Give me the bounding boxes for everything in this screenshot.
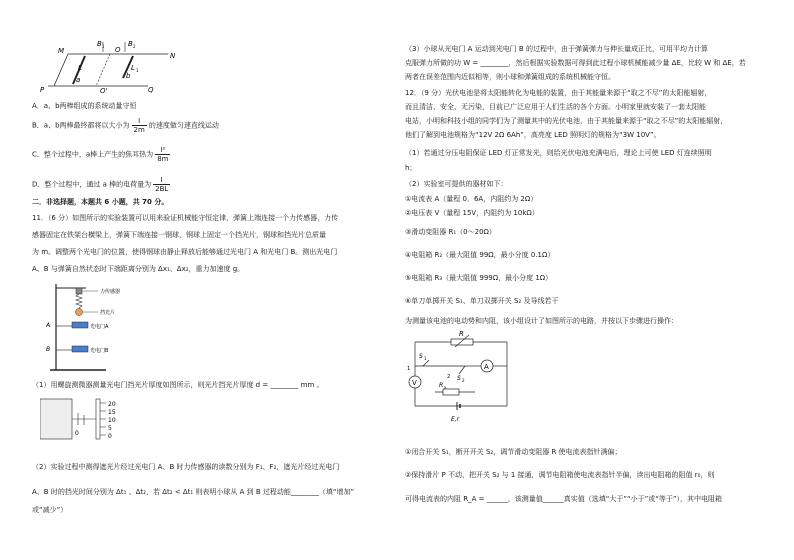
label-A: A — [46, 322, 51, 329]
scale-5: 5 — [108, 425, 112, 432]
q11-line-3: 为 m。调整两个光电门的位置，使得钢球由静止释放后能够通过光电门 A 和光电门 B。测出光电门 — [32, 248, 338, 256]
q12-part-1-line-1: （1）若通过分压电阻保证 LED 灯正常发光，则给光伏电池充满电后，理论上可使 LED 灯连续照明 — [405, 149, 712, 157]
rails-figure — [40, 38, 180, 94]
label-N: N — [170, 52, 176, 60]
option-c-den: 8m — [157, 155, 169, 163]
label-1: 1 — [407, 366, 411, 372]
option-c-num: I² — [155, 146, 170, 155]
left-column — [32, 0, 398, 560]
scale-0: 0 — [108, 433, 112, 440]
q12-part-2: （2）实验室可提供的器材如下： — [405, 180, 508, 188]
option-d-pre: D．整个过程中，通过 a 棒的电荷量为 — [32, 180, 152, 189]
label-L1-sub: 1 — [136, 68, 139, 73]
equipment-2: ②电压表 V（量程 15V，内阻约为 10kΩ） — [405, 209, 539, 217]
option-c-fraction — [155, 146, 170, 163]
option-b — [32, 117, 219, 134]
option-a: A．a、b两棒组成的系统动量守恒 — [32, 102, 137, 110]
equipment-1: ①电流表 A（量程 0．6A，内阻约为 2Ω） — [405, 195, 538, 203]
option-b-post: 的速度做匀速直线运动 — [148, 121, 219, 130]
ammeter-A: A — [484, 363, 489, 371]
right-column — [405, 0, 777, 560]
option-d-den: 2BL — [155, 185, 169, 193]
label-B2: B — [128, 40, 133, 48]
q11-line-4: A、B 与弹簧自然状态时下端距离分别为 Δx₁、Δx₂，重力加速度 g。 — [32, 265, 245, 273]
label-S1-sub: 1 — [424, 356, 427, 361]
step-1: ①闭合开关 S₁，断开开关 S₂，调节滑动变阻器 R 使电流表指针满偏； — [405, 448, 622, 456]
label-shutter: 挡光片 — [100, 310, 116, 316]
q12-line-1: 12．（9 分）光伏电池是将太阳能转化为电能的装置，由于其能量来源于“取之不尽”的太阳能辐射， — [405, 89, 712, 97]
option-b-pre: B．a、b两棒最终都将以大小为 — [32, 121, 130, 130]
q12-line-2: 而且清洁、安全、无污染，目前已广泛应用于人们生活的各个方面。小明家里就安装了一套太阳能 — [405, 103, 706, 111]
label-Q: Q — [148, 86, 154, 94]
scale-15: 15 — [108, 409, 116, 416]
q11-part-1: （1）用螺旋测微器测量光电门挡光片厚度如图所示，则光片挡光片厚度 d = ________ mm 。 — [32, 381, 324, 389]
equipment-3: ③滑动变阻器 R₁（0～20Ω） — [405, 228, 496, 236]
voltmeter-V: V — [412, 379, 417, 387]
q12-line-4: 他们了解到电池规格为“12V 2Ω 6Ah”，高亮度 LED 照明灯的规格为“3W 10V”。 — [405, 131, 661, 139]
option-c-pre: C．整个过程中，a棒上产生的焦耳热为 — [32, 150, 154, 159]
label-P: P — [40, 86, 45, 94]
q3-line-2: 克服弹力所做的功 W = ________，然后根据实验数据可得到此过程小球机械能减少量 ΔE，比较 W 和 ΔE，若 — [405, 59, 746, 67]
q11-line-1: 11．（6 分）如图所示的实验装置可以用来验证机械能守恒定律，弹簧上端连接一个力传感器，力传 — [32, 214, 339, 222]
q11-part-2-line-1: （2）实验过程中测得遮光片经过光电门 A、B 时力传感器的读数分别为 F₁、F₂，遮光片经过光电门 — [32, 463, 340, 471]
label-force-sensor: 力传感器 — [100, 289, 121, 295]
scale-20: 20 — [108, 401, 116, 408]
q11-line-2: 感器固定在铁架台横梁上，弹簧下端连接一钢球，钢球上固定一个挡光片，钢球和挡光片总质量 — [32, 231, 326, 239]
option-b-fraction — [132, 117, 147, 134]
label-R: R — [459, 330, 464, 338]
equipment-4: ④电阻箱 R₂（最大阻值 99Ω，最小分度 0.1Ω） — [405, 251, 555, 259]
label-L1: L — [131, 64, 135, 72]
circuit-design-text: 为测量该电池的电动势和内阻，该小组设计了如图所示的电路，并按以下步骤进行操作： — [405, 317, 678, 325]
step-2-line-1: ②保持滑片 P 不动，把开关 S₂ 与 1 接通，调节电阻箱使电流表指针半偏，读出电阻箱的阻值 r₀，则 — [405, 471, 715, 479]
label-O-prime: O' — [100, 87, 108, 94]
label-gate-b: 光电门B — [90, 348, 109, 354]
label-B1-sub: 1 — [102, 44, 105, 49]
option-d-num: I — [153, 176, 170, 185]
q3-line-3: 两者在误差范围内近似相等，则小球和弹簧组成的系统机械能守恒。 — [405, 73, 615, 81]
label-a: a — [76, 76, 81, 84]
label-B2-sub: 2 — [133, 44, 136, 49]
option-b-den: 2m — [133, 126, 145, 134]
label-Er: E,r — [451, 416, 460, 423]
option-d — [32, 176, 172, 193]
label-L: L — [78, 64, 82, 72]
q12-part-1-line-2: h； — [405, 164, 417, 172]
label-b: b — [126, 72, 131, 80]
q11-part-2-line-3: 或“减少”） — [32, 506, 68, 514]
step-2-line-2: 可得电流表的内阻 R_A = ______，该测量值______真实值（选填“大于”“小于”或“等于”），其中电阻箱 — [405, 495, 722, 503]
label-gate-a: 光电门A — [90, 324, 109, 330]
label-B: B — [46, 346, 51, 353]
section-2-heading: 二．非选择题，本题共 6 小题，共 70 分。 — [32, 198, 169, 206]
option-c — [32, 146, 172, 163]
label-M: M — [58, 47, 65, 55]
label-Rx-sub: x — [444, 385, 447, 390]
q12-line-3: 电站，小明和科技小组的同学们为了测量其中的光伏电池，由于其能量来源于“取之不尽”的太阳能辐射， — [405, 117, 728, 125]
label-2: 2 — [447, 374, 451, 380]
label-O: O — [115, 46, 121, 54]
label-S1: S — [419, 353, 423, 360]
equipment-6: ⑥单刀单掷开关 S₁、单刀双掷开关 S₂ 及导线若干 — [405, 297, 559, 305]
equipment-5: ⑤电阻箱 R₃（最大阻值 999Ω，最小分度 1Ω） — [405, 274, 553, 282]
label-B1: B — [97, 40, 102, 48]
q3-line-1: （3）小球从光电门 A 运动到光电门 B 的过程中，由于弹簧弹力与伸长量成正比，可用平均力计算 — [405, 45, 708, 53]
label-S2-sub: 2 — [462, 378, 465, 383]
option-d-fraction — [153, 176, 170, 193]
micrometer-figure — [40, 395, 150, 445]
circuit-diagram — [405, 330, 525, 426]
option-b-num: I — [132, 117, 147, 126]
apparatus-figure — [46, 280, 156, 375]
label-Rx: R — [439, 382, 444, 389]
sleeve-zero: 0 — [75, 430, 79, 437]
q11-part-2-line-2: A、B 时的挡光时间分别为 Δt₁ 、Δt₂，若 Δt₂ < Δt₁ 则表明小球从 A 到 B 过程动能________（填“增加” — [32, 488, 355, 496]
scale-10: 10 — [108, 417, 116, 424]
label-S2: S — [457, 375, 461, 382]
